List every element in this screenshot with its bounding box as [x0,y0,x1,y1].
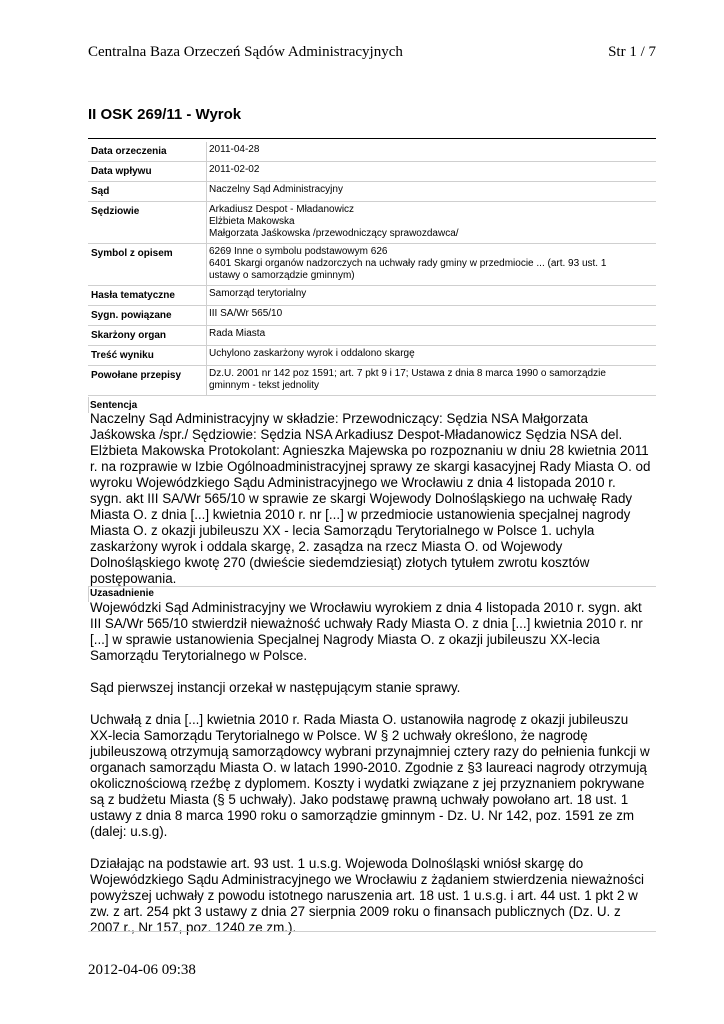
sentencja-line: Naczelny Sąd Administracyjny w składzie: Przewodniczący: Sędzia NSA Małgorzata [90,411,588,426]
metadata-row [88,346,656,366]
metadata-value-line: 6401 Skargi organów nadzorczych na uchwały rady gminy w przedmiocie ... (art. 93 ust. 1 [209,258,607,269]
sentencja-line: Dolnośląskiego kwotę 270 (dwieście siedemdziesiąt) złotych tytułem zwrotu kosztów [90,555,590,570]
paragraph-gap [90,840,656,856]
sentencja-line: r. na rozprawie w Izbie Ogólnoadministracyjnej sprawy ze skargi kasacyjnej Rady Miasta O. od [90,459,651,474]
metadata-row [88,202,656,244]
sentencja-line: postępowania. [90,571,177,586]
metadata-value [207,182,657,202]
uzasadnienie-line: powyższej uchwały z powodu istotnego naruszenia art. 18 ust. 1 u.s.g. i art. 44 ust. 1 pkt 2 w [90,888,638,903]
uzasadnienie-line: Wojewódzki Sąd Administracyjny we Wrocławiu wyrokiem z dnia 4 listopada 2010 r. sygn. akt [90,600,642,615]
page-footer-timestamp: 2012-04-06 09:38 [88,962,196,978]
sentencja-label: Sentencja [90,400,138,411]
uzasadnienie-paragraph [90,600,656,664]
sentencja-line: Jaśkowska /spr./ Sędziowie: Sędzia NSA Arkadiusz Despot-Mładanowicz Sędzia NSA del. [90,427,623,442]
sentencja-line: Elżbieta Makowska Protokolant: Agnieszka Majewska po rozpoznaniu w dniu 28 kwietnia 2011 [90,443,649,458]
sentencja-line: Miasta O. z dnia [...] kwietnia 2010 r. nr [...] w przedmiocie ustanowienia specjalnej nagrody [90,507,631,522]
metadata-row [88,286,656,306]
uzasadnienie-line: Działając na podstawie art. 93 ust. 1 u.s.g. Wojewoda Dolnośląski wniósł skargę do [90,856,584,871]
metadata-label: Sygn. powiązane [88,306,207,326]
metadata-value-line: gminnym - tekst jednolity [209,380,320,391]
metadata-value [207,142,657,162]
metadata-label: Symbol z opisem [88,244,207,286]
uzasadnienie-line: okolicznościową rzeźbę z dyplomem. Koszty i wydatki związane z jej przyznaniem pokrywane [90,776,645,791]
metadata-label: Data wpływu [88,162,207,182]
sentencja-text [88,411,656,587]
metadata-row [88,306,656,326]
metadata-value-line: Naczelny Sąd Administracyjny [209,184,343,195]
metadata-value-line: III SA/Wr 565/10 [209,308,283,319]
sentencja-line: sygn. akt III SA/Wr 565/10 w sprawie ze skargi Wojewody Dolnośląskiego na uchwałę Rady [90,491,633,506]
metadata-value-line: Samorząd terytorialny [209,288,307,299]
metadata-row [88,244,656,286]
metadata-value-line: Uchylono zaskarżony wyrok i oddalono skargę [209,348,415,359]
metadata-value [207,326,657,346]
document-title: II OSK 269/11 - Wyrok [88,106,242,123]
metadata-value [207,366,657,396]
metadata-row [88,162,656,182]
metadata-value-line: Arkadiusz Despot - Mładanowicz [209,204,355,215]
uzasadnienie-label: Uzasadnienie [90,588,154,599]
metadata-value-line: 6269 Inne o symbolu podstawowym 626 [209,246,388,257]
uzasadnienie-line: Sąd pierwszej instancji orzekał w następującym stanie sprawy. [90,680,461,695]
metadata-value [207,346,657,366]
metadata-table [88,142,656,396]
uzasadnienie-line: Wojewódzkiego Sądu Administracyjnego we Wrocławiu z żądaniem stwierdzenia nieważności [90,872,644,887]
metadata-label: Treść wyniku [88,346,207,366]
metadata-value-line: 2011-02-02 [209,164,260,175]
sentencja-line: wyroku Wojewódzkiego Sądu Administracyjnego we Wrocławiu z dnia 4 listopada 2010 r. [90,475,616,490]
uzasadnienie-line: Samorządu Terytorialnego w Polsce. [90,648,308,663]
metadata-value-line: 2011-04-28 [209,144,260,155]
uzasadnienie-line: III SA/Wr 565/10 stwierdził nieważność uchwały Rady Miasta O. z dnia [...] kwietnia 2010 r. nr [90,616,643,631]
metadata-value [207,202,657,244]
header-page-number: Str 1 / 7 [608,44,656,60]
metadata-value-line: ustawy o samorządzie gminnym) [209,270,355,281]
metadata-label: Skarżony organ [88,326,207,346]
uzasadnienie-text [88,600,656,936]
sentencja-line: zaskarżony wyrok i oddala skargę, 2. zasądza na rzecz Miasta O. od Wojewody [90,539,563,554]
page-header [88,44,656,64]
title-rule [88,138,656,139]
metadata-value-line: Dz.U. 2001 nr 142 poz 1591; art. 7 pkt 9 i 17; Ustawa z dnia 8 marca 1990 o samorządzie [209,368,606,379]
uzasadnienie-line: 2007 r., Nr 157, poz. 1240 ze zm.). [90,920,297,935]
sentencja-line: Miasta O. z okazji jubileuszu XX - lecia Samorządu Terytorialnego w Polsce 1. uchyla [90,523,595,538]
uzasadnienie-line: XX-lecia Samorządu Terytorialnego w Polsce. W § 2 uchwały określono, że nagrodę [90,728,588,743]
header-source-title: Centralna Baza Orzeczeń Sądów Administracyjnych [88,44,403,60]
metadata-label: Sędziowie [88,202,207,244]
metadata-value [207,162,657,182]
metadata-value-line: Rada Miasta [209,328,266,339]
uzasadnienie-line: organach samorządu Miasta O. w latach 1990-2010. Zgodnie z §3 laureaci nagrody otrzymują [90,760,647,775]
sentencja-section [88,400,656,587]
metadata-row [88,182,656,202]
section-divider [88,586,656,587]
metadata-row [88,366,656,396]
uzasadnienie-paragraph [90,712,656,840]
uzasadnienie-line: ustawy z dnia 8 marca 1990 roku o samorządzie gminnym - Dz. U. Nr 142, poz. 1591 ze zm [90,808,635,823]
metadata-label: Sąd [88,182,207,202]
uzasadnienie-line: jubileuszową otrzymują samorządowcy wybrani przynajmniej cztery razy do pełnienia funkcji w [90,744,650,759]
metadata-value [207,286,657,306]
paragraph-gap [90,696,656,712]
metadata-label: Data orzeczenia [88,142,207,162]
uzasadnienie-line: (dalej: u.s.g). [90,824,168,839]
metadata-value-line: Małgorzata Jaśkowska /przewodniczący sprawozdawca/ [209,228,459,239]
metadata-label: Powołane przepisy [88,366,207,396]
metadata-value-line: Elżbieta Makowska [209,216,295,227]
uzasadnienie-line: Uchwałą z dnia [...] kwietnia 2010 r. Rada Miasta O. ustanowiła nagrodę z okazji jubileuszu [90,712,629,727]
metadata-value [207,306,657,326]
uzasadnienie-line: zw. z art. 254 pkt 3 ustawy z dnia 27 sierpnia 2009 roku o finansach publicznych (Dz. U. z [90,904,621,919]
uzasadnienie-paragraph [90,680,656,696]
uzasadnienie-line: są z budżetu Miasta (§ 5 uchwały). Jako podstawę prawną uchwały powołano art. 18 ust. 1 [90,792,629,807]
metadata-value [207,244,657,286]
metadata-row [88,326,656,346]
uzasadnienie-section [88,588,656,936]
uzasadnienie-paragraph [90,856,656,936]
metadata-row [88,142,656,162]
uzasadnienie-line: [...] w sprawie ustanowienia Specjalnej Nagrody Miasta O. z okazji jubileuszu XX-lecia [90,632,600,647]
bottom-divider [88,931,656,932]
paragraph-gap [90,664,656,680]
metadata-label: Hasła tematyczne [88,286,207,306]
